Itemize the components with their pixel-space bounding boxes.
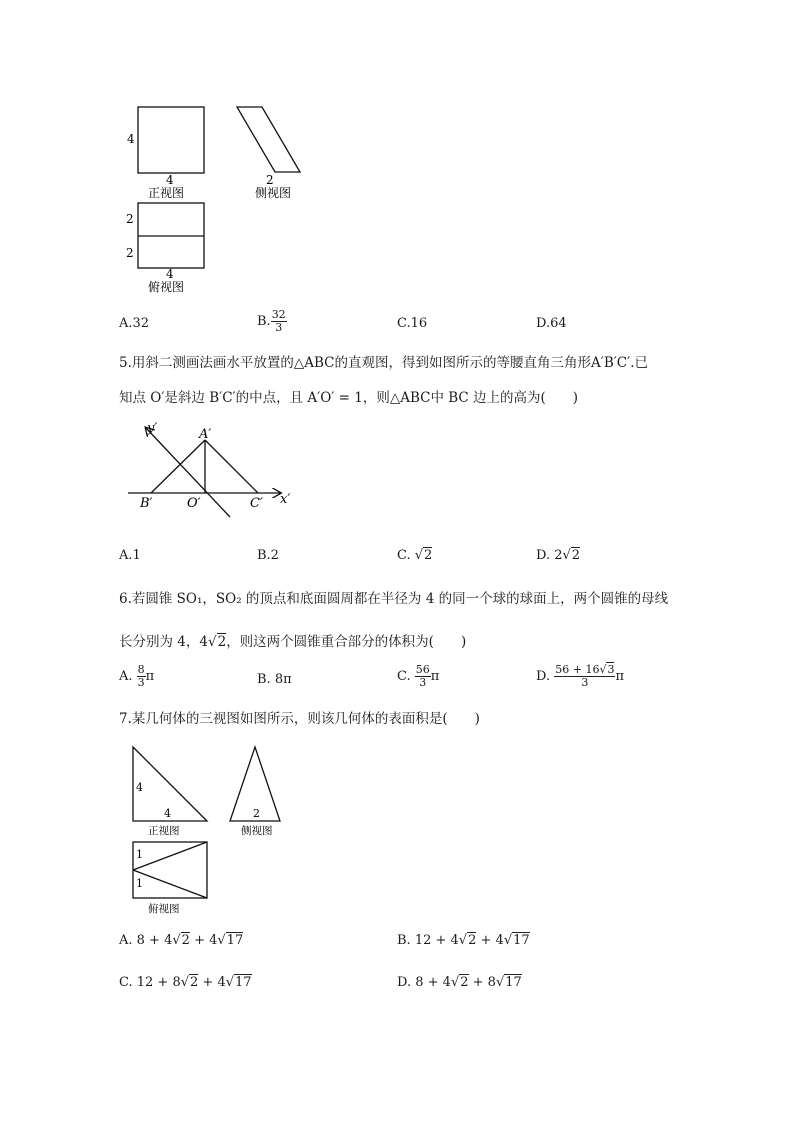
q7-option-b-radicand-2: 17 <box>513 933 530 948</box>
q5-stem-line-2: 知点 O′是斜边 B′C′的中点，且 A′O′ = 1，则△ABC中 BC 边上的高为( ) <box>119 390 579 406</box>
q7-option-d-part-2: + 8 <box>468 975 496 990</box>
q4-front-view-caption: 正视图 <box>148 186 185 200</box>
q7-front-height-label: 4 <box>136 781 143 794</box>
q6-option-a-denominator: 3 <box>137 676 145 689</box>
q7-option-b-part-1: B. 12 + 4 <box>397 933 459 948</box>
q7-option-d-radicand-1: 2 <box>460 975 469 990</box>
q6-option-c-denominator: 3 <box>419 676 427 689</box>
q7-option-a-radicand-1: 2 <box>181 933 190 948</box>
q7-option-c-radicand-1: 2 <box>190 975 199 990</box>
q7-stem-line-1: 7.某几何体的三视图如图所示，则该几何体的表面积是( ) <box>119 711 480 727</box>
q6-option-d-numerator: 56 + 16 <box>555 663 600 676</box>
q7-option-a-radicand-2: 17 <box>226 933 244 948</box>
q7-front-view-caption: 正视图 <box>148 825 180 837</box>
q5-option-d-prefix: D. 2 <box>536 548 563 563</box>
q6-option-d-denominator: 3 <box>581 676 589 689</box>
q5-label-b: B′ <box>140 496 153 511</box>
q7-front-width-label: 4 <box>164 807 171 820</box>
q6-option-a-prefix: A. <box>119 669 133 684</box>
q7-option-a-part-2: + 4 <box>189 933 218 948</box>
q7-option-d-radicand-2: 17 <box>505 975 522 990</box>
q6-option-d-numerator-radicand: 3 <box>607 663 615 676</box>
q5-option-d-radicand: 2 <box>571 548 581 563</box>
q4-top-width-label: 4 <box>166 267 174 281</box>
q4-option-b-numerator: 32 <box>271 308 286 321</box>
q4-option-b-prefix: B. <box>257 314 271 329</box>
q7-option-d-part-1: D. 8 + 4 <box>397 975 451 990</box>
q7-top-view-caption: 俯视图 <box>148 903 180 915</box>
q7-option-c-part-1: C. 12 + 8 <box>119 975 181 990</box>
q6-option-c-suffix: π <box>430 669 440 684</box>
q5-option-b: B.2 <box>257 548 279 563</box>
q7-option-a: A. 8 + 4√2 + 4√17 <box>119 933 244 948</box>
q4-front-width-label: 4 <box>166 173 174 187</box>
q5-option-a: A.1 <box>119 548 141 563</box>
q7-option-b: B. 12 + 4√2 + 4√17 <box>397 933 530 948</box>
q6-stem-line-2-part-a: 长分别为 4，4 <box>119 634 208 650</box>
q7-option-b-part-2: + 4 <box>476 933 504 948</box>
q7-option-b-radicand-1: 2 <box>468 933 477 948</box>
q7-side-view-caption: 侧视图 <box>241 825 273 837</box>
q5-stem-line-1: 5.用斜二测画法画水平放置的△ABC的直观图，得到如图所示的等腰直角三角形A′B′C′.已 <box>119 355 648 371</box>
q5-label-x: x′ <box>280 492 291 507</box>
q5-label-c: C′ <box>250 496 263 511</box>
q7-side-width-label: 2 <box>253 807 260 820</box>
q6-option-d-prefix: D. <box>536 669 551 684</box>
q7-top-view-line-upper <box>133 842 207 870</box>
q7-top-label-1b: 1 <box>136 877 143 890</box>
q6-option-b: B. 8π <box>257 672 292 687</box>
q6-option-d-suffix: π <box>615 669 625 684</box>
q7-option-c-part-2: + 4 <box>198 975 226 990</box>
q5-option-c-prefix: C. <box>397 548 411 563</box>
q6-option-a-suffix: π <box>145 669 155 684</box>
q6-stem-line-2: 长分别为 4，4√2，则这两个圆锥重合部分的体积为( ) <box>119 634 467 650</box>
q6-option-c-prefix: C. <box>397 669 411 684</box>
q6-option-c-numerator: 56 <box>415 663 430 676</box>
q4-top-height-label-1: 2 <box>126 212 134 226</box>
q7-top-view-rect <box>133 842 207 898</box>
q7-option-c-radicand-2: 17 <box>235 975 252 990</box>
q7-top-view-line-lower <box>133 870 207 898</box>
q5-option-c: C. √2 <box>397 548 433 563</box>
q4-front-height-label: 4 <box>127 132 135 146</box>
q6-option-d: D. $\frac{56 + 16√3}{3}$ π <box>536 663 625 689</box>
q5-option-c-radicand: 2 <box>424 548 433 563</box>
q5-option-d: D. 2√2 <box>536 548 581 563</box>
q6-stem-line-2-part-b: ，则这两个圆锥重合部分的体积为( ) <box>226 634 467 650</box>
q5-label-y: y′ <box>147 421 158 436</box>
q4-option-d: D.64 <box>536 316 567 331</box>
q4-option-a: A.32 <box>119 316 150 331</box>
q7-option-a-part-1: A. 8 + 4 <box>119 933 173 948</box>
q4-option-c: C.16 <box>397 316 428 331</box>
q5-label-a: A′ <box>199 427 212 442</box>
q4-top-view-caption: 俯视图 <box>148 280 185 294</box>
q5-label-o: O′ <box>187 496 201 511</box>
q4-option-b-denominator: 3 <box>275 321 283 334</box>
q7-top-label-1a: 1 <box>136 848 143 861</box>
q7-option-d: D. 8 + 4√2 + 8√17 <box>397 975 522 990</box>
q7-option-c: C. 12 + 8√2 + 4√17 <box>119 975 252 990</box>
q4-top-height-label-2: 2 <box>126 246 134 260</box>
q4-side-width-label: 2 <box>266 173 274 187</box>
q6-stem-line-2-radicand: 2 <box>217 634 227 650</box>
q4-side-view-caption: 侧视图 <box>255 186 292 200</box>
q6-option-a-numerator: 8 <box>137 663 145 676</box>
q6-stem-line-1: 6.若圆锥 SO₁，SO₂ 的顶点和底面圆周都在半径为 4 的同一个球的球面上，两个圆锥的母线 <box>119 591 669 607</box>
